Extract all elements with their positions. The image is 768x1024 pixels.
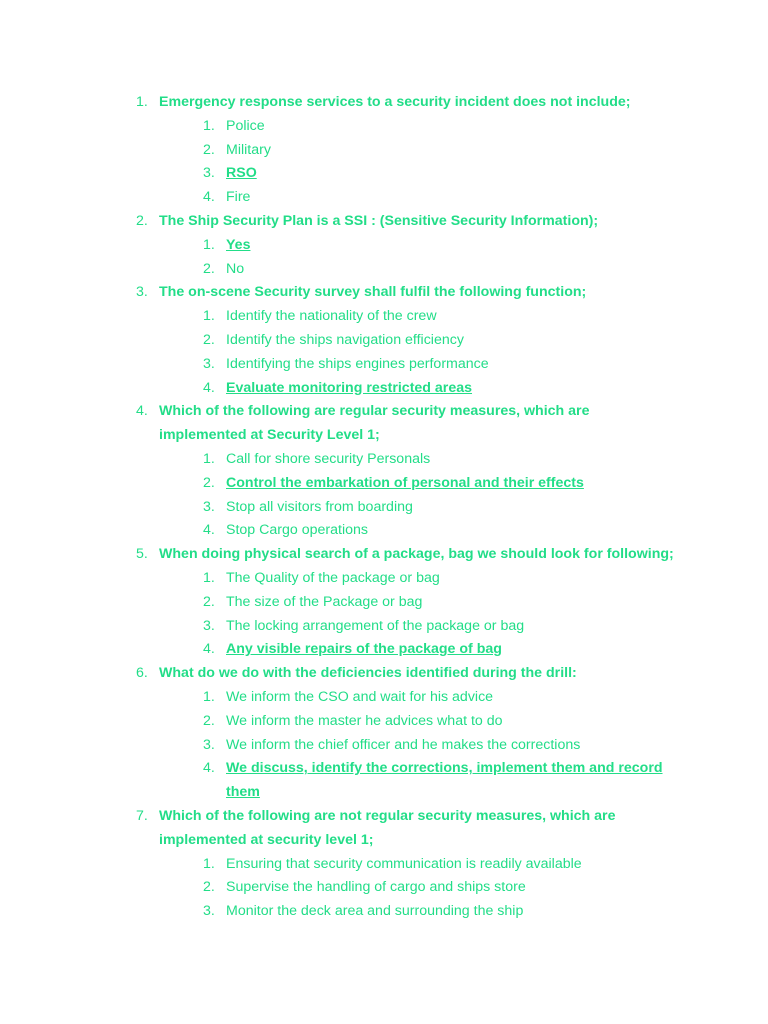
option-text: Police bbox=[226, 117, 265, 134]
answer-option bbox=[0, 686, 768, 710]
option-text: Ensuring that security communication is readily available bbox=[226, 855, 582, 872]
option-number: 3. bbox=[203, 617, 215, 634]
option-number: 1. bbox=[203, 117, 215, 134]
question-text: When doing physical search of a package, bag we should look for following; bbox=[159, 546, 674, 563]
question-number: 6. bbox=[136, 665, 148, 682]
answer-option-correct bbox=[0, 757, 768, 805]
question-text: The Ship Security Plan is a SSI : (Sensitive Security Information); bbox=[159, 212, 599, 229]
option-number: 2. bbox=[203, 593, 215, 610]
answer-option bbox=[0, 900, 768, 924]
answer-option bbox=[0, 591, 768, 615]
question-text: The on-scene Security survey shall fulfil the following function; bbox=[159, 284, 587, 301]
option-number: 4. bbox=[203, 641, 215, 658]
option-text: Identifying the ships engines performance bbox=[226, 355, 489, 372]
option-number: 1. bbox=[203, 308, 215, 325]
question-number: 5. bbox=[136, 546, 148, 563]
question-text: Which of the following are not regular security measures, which are implemented at security level 1; bbox=[159, 807, 616, 848]
question-7 bbox=[0, 805, 768, 853]
option-text: We inform the master he advices what to do bbox=[226, 712, 503, 729]
option-number: 4. bbox=[203, 189, 215, 206]
question-text: Which of the following are regular security measures, which are implemented at Security Level 1; bbox=[159, 403, 590, 444]
quiz-page bbox=[0, 91, 768, 924]
option-text: The locking arrangement of the package or bag bbox=[226, 617, 525, 634]
option-number: 2. bbox=[203, 260, 215, 277]
answer-option-correct bbox=[0, 472, 768, 496]
answer-option bbox=[0, 353, 768, 377]
question-text: What do we do with the deficiencies identified during the drill: bbox=[159, 665, 577, 682]
answer-option bbox=[0, 496, 768, 520]
option-number: 4. bbox=[203, 522, 215, 539]
answer-option bbox=[0, 305, 768, 329]
option-text: Military bbox=[226, 141, 271, 158]
option-text: Fire bbox=[226, 189, 251, 206]
option-text: Control the embarkation of personal and their effects bbox=[226, 474, 584, 491]
option-text: The Quality of the package or bag bbox=[226, 569, 440, 586]
option-text: No bbox=[226, 260, 245, 277]
option-number: 1. bbox=[203, 688, 215, 705]
option-text: Monitor the deck area and surrounding the ship bbox=[226, 903, 524, 920]
option-number: 2. bbox=[203, 879, 215, 896]
question-number: 2. bbox=[136, 212, 148, 229]
answer-option bbox=[0, 448, 768, 472]
option-number: 3. bbox=[203, 355, 215, 372]
option-text: Call for shore security Personals bbox=[226, 450, 431, 467]
option-number: 1. bbox=[203, 236, 215, 253]
question-number: 3. bbox=[136, 284, 148, 301]
option-number: 3. bbox=[203, 498, 215, 515]
question-number: 7. bbox=[136, 807, 148, 824]
question-2 bbox=[0, 210, 768, 234]
answer-option-correct bbox=[0, 234, 768, 258]
option-number: 1. bbox=[203, 450, 215, 467]
answer-option bbox=[0, 876, 768, 900]
option-text: Stop Cargo operations bbox=[226, 522, 368, 539]
question-4 bbox=[0, 400, 768, 448]
option-text: The size of the Package or bag bbox=[226, 593, 423, 610]
option-text: RSO bbox=[226, 165, 257, 182]
option-text: Evaluate monitoring restricted areas bbox=[226, 379, 473, 396]
option-number: 3. bbox=[203, 903, 215, 920]
option-text: Any visible repairs of the package of bag bbox=[226, 641, 502, 658]
option-text: Supervise the handling of cargo and ships store bbox=[226, 879, 526, 896]
option-number: 2. bbox=[203, 141, 215, 158]
option-text: Yes bbox=[226, 236, 251, 253]
answer-option bbox=[0, 258, 768, 282]
question-1 bbox=[0, 91, 768, 115]
option-number: 2. bbox=[203, 474, 215, 491]
option-number: 2. bbox=[203, 712, 215, 729]
option-text: Identify the nationality of the crew bbox=[226, 308, 437, 325]
answer-option bbox=[0, 329, 768, 353]
option-text: We inform the chief officer and he makes the corrections bbox=[226, 736, 581, 753]
question-text: Emergency response services to a security incident does not include; bbox=[159, 94, 631, 110]
answer-option bbox=[0, 853, 768, 877]
answer-option-correct bbox=[0, 638, 768, 662]
option-number: 3. bbox=[203, 165, 215, 182]
option-number: 1. bbox=[203, 855, 215, 872]
question-5 bbox=[0, 543, 768, 567]
option-text: We inform the CSO and wait for his advice bbox=[226, 688, 494, 705]
option-number: 4. bbox=[203, 379, 215, 396]
question-6 bbox=[0, 662, 768, 686]
answer-option bbox=[0, 710, 768, 734]
question-3 bbox=[0, 281, 768, 305]
answer-option bbox=[0, 567, 768, 591]
answer-option-correct bbox=[0, 377, 768, 401]
answer-option bbox=[0, 186, 768, 210]
option-number: 2. bbox=[203, 331, 215, 348]
option-text: Stop all visitors from boarding bbox=[226, 498, 413, 515]
question-number: 4. bbox=[136, 403, 148, 420]
option-number: 3. bbox=[203, 736, 215, 753]
option-text: We discuss, identify the corrections, implement them and record them bbox=[226, 760, 663, 801]
option-number: 1. bbox=[203, 569, 215, 586]
option-number: 4. bbox=[203, 760, 215, 777]
answer-option-correct bbox=[0, 162, 768, 186]
answer-option bbox=[0, 139, 768, 163]
answer-option bbox=[0, 115, 768, 139]
answer-option bbox=[0, 519, 768, 543]
option-text: Identify the ships navigation efficiency bbox=[226, 331, 464, 348]
question-number: 1. bbox=[136, 94, 148, 110]
answer-option bbox=[0, 734, 768, 758]
answer-option bbox=[0, 615, 768, 639]
